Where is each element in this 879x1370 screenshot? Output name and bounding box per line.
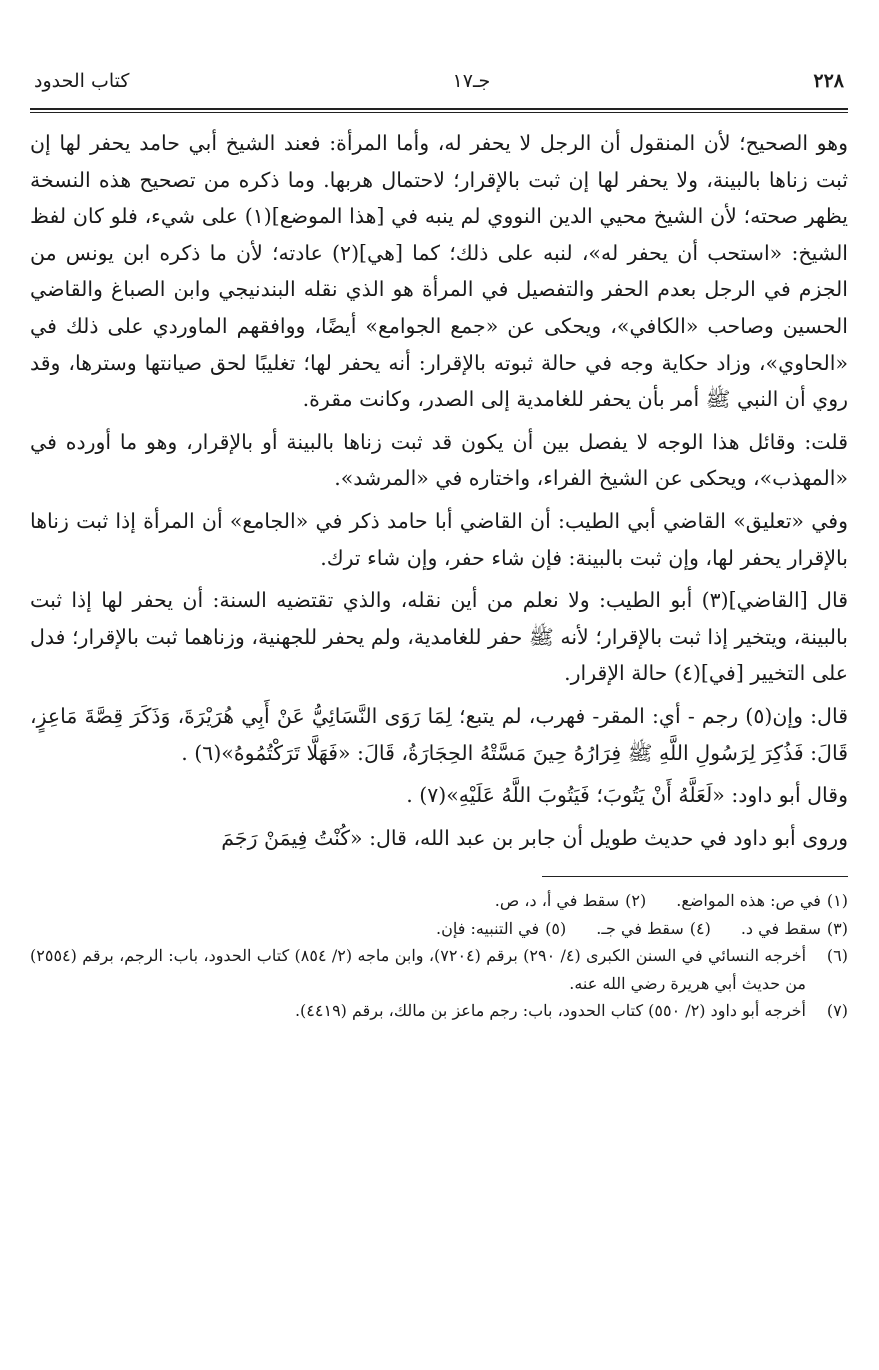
main-text — [30, 125, 848, 856]
header-rule — [30, 108, 848, 113]
footnote-number: (٤) — [689, 918, 711, 938]
footnotes — [30, 887, 848, 1025]
footnote-text: سقط في د. — [740, 918, 821, 938]
paragraph: وهو الصحيح؛ لأن المنقول أن الرجل لا يحفر له، وأما المرأة: فعند الشيخ أبي حامد يحفر لها إن ثبت زناها بالبينة، ولا يحفر لها إن ثبت بالإقرار؛ لاحتمال هربها. وما ذكره من تصحيح هذه النسخة يظهر صحته؛ لأن الشيخ محيي الدين النووي لم ينبه في [هذا الموضع](١) على شيء، فلو كان لفظ الشيخ: «استحب أن يحفر له»، لنبه على ذلك؛ كما [هي](٢) عادته؛ لأن ما ذكره ابن يونس من الجزم في الرجل بعدم الحفر والتفصيل في المرأة هو الذي نقله البندنيجي وابن الصباغ والقاضي الحسين وصاحب «الكافي»، ويحكى عن «جمع الجوامع» أيضًا، ووافقهم الماوردي على ذلك في «الحاوي»، وزاد حكاية وجه في حالة ثبوته بالإقرار: أنه يحفر لها؛ تغليبًا لحق صيانتها وسترها، وقد روي أن النبي ﷺ أمر بأن يحفر للغامدية إلى الصدر، وكانت مقرة. — [30, 131, 849, 412]
volume-number: جـ١٧ — [452, 70, 491, 92]
footnote-text: سقط في أ، د، ص. — [494, 891, 620, 911]
footnote-rule — [542, 876, 848, 877]
paragraph: قال: وإن(٥) رجم - أي: المقر- فهرب، لم يتبع؛ لِمَا رَوَى النَّسَائِيُّ عَنْ أَبِي هُرَيْرَةَ، وَذَكَرَ قِصَّةَ مَاعِزٍ، قَالَ: فَذُكِرَ لِرَسُولِ اللَّهِ ﷺ فِرَارُهُ حِينَ مَسَّتْهُ الحِجَارَةُ، قَالَ: «فَهَلَّا تَرَكْتُمُوهُ»(٦) . — [30, 703, 848, 765]
footnote — [436, 915, 566, 943]
footnote-text: أخرجه النسائي في السنن الكبرى (٤/ ٢٩٠) برقم (٧٢٠٤)، وابن ماجه (٢/ ٨٥٤) كتاب الحدود، باب: الرجم، برقم (٢٥٥٤) من حديث أبي هريرة رضي الله عنه. — [30, 946, 807, 993]
footnote-text: أخرجه أبو داود (٢/ ٥٥٠) كتاب الحدود، باب: رجم ماعز بن مالك، برقم (٤٤١٩). — [294, 1001, 806, 1021]
footnote-number: (٥) — [545, 918, 567, 938]
footnote — [30, 942, 848, 997]
footnote-text: في ص: هذه المواضع. — [676, 891, 821, 911]
paragraph: وقال أبو داود: «لَعَلَّهُ أَنْ يَتُوبَ؛ فَيَتُوبَ اللَّهُ عَلَيْهِ»(٧) . — [406, 783, 848, 808]
footnote-number: (٢) — [625, 891, 647, 911]
footnote-number: (٧) — [826, 1001, 848, 1021]
page-number: ٢٢٨ — [813, 70, 844, 92]
footnote — [596, 915, 711, 943]
paragraph: وروى أبو داود في حديث طويل أن جابر بن عبد الله، قال: «كُنْتُ فِيمَنْ رَجَمَ — [221, 825, 848, 850]
footnote-row — [30, 887, 848, 915]
footnote — [30, 997, 848, 1025]
footnote-number: (١) — [826, 891, 848, 911]
paragraph: قلت: وقائل هذا الوجه لا يفصل بين أن يكون قد ثبت زناها بالبينة أو بالإقرار، وهو ما أورده في «المهذب»، ويحكى عن الشيخ الفراء، واختاره في «المرشد». — [30, 429, 848, 491]
footnote-row — [30, 915, 848, 943]
book-title: كتاب الحدود — [34, 70, 130, 92]
footnote-number: (٣) — [826, 918, 848, 938]
footnote-text: سقط في جـ. — [596, 918, 684, 938]
footnote-text: في التنبيه: فإن. — [436, 918, 540, 938]
running-header — [30, 70, 848, 104]
paragraph: وفي «تعليق» القاضي أبي الطيب: أن القاضي أبا حامد ذكر في «الجامع» أن المرأة إذا ثبت زناها بالإقرار يحفر لها، وإن ثبت بالبينة: فإن شاء حفر، وإن شاء ترك. — [30, 508, 848, 570]
page — [30, 70, 848, 1025]
paragraph: قال [القاضي](٣) أبو الطيب: ولا نعلم من أين نقله، والذي تقتضيه السنة: أن يحفر لها إذا ثبت بالبينة، ويتخير إذا ثبت بالإقرار؛ لأنه ﷺ حفر للغامدية، ولم يحفر للجهنية، وزناهما ثبت بالإقرار؛ فدل على التخيير [في](٤) حالة الإقرار. — [30, 588, 848, 686]
footnote-number: (٦) — [826, 946, 848, 966]
footnote — [495, 887, 646, 915]
footnote — [741, 915, 848, 943]
footnote — [676, 887, 848, 915]
